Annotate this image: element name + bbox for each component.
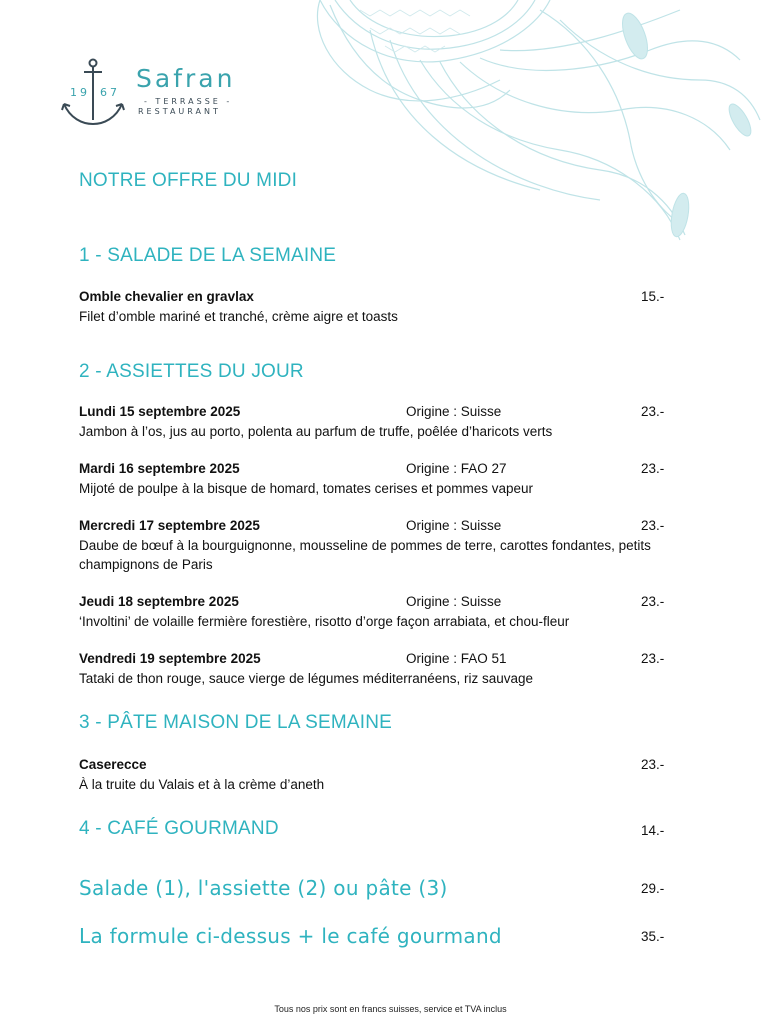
plate-price: 23.- [641, 651, 665, 666]
plate-day: Mardi 16 septembre 2025 [79, 461, 240, 476]
plate-origin: Origine : Suisse [406, 404, 502, 419]
plate-description: Daube de bœuf à la bourguignonne, mousseline de pommes de terre, carottes fondantes, petits champignons de Paris [79, 538, 651, 572]
plate-day: Mercredi 17 septembre 2025 [79, 518, 260, 533]
logo-subtitle-restaurant: RESTAURANT [138, 107, 221, 116]
plate-day: Jeudi 18 septembre 2025 [79, 594, 239, 609]
logo-name: Safran [136, 64, 236, 93]
plate-price: 23.- [641, 594, 665, 609]
plate-day: Lundi 15 septembre 2025 [79, 404, 241, 419]
restaurant-logo [60, 58, 250, 130]
logo-subtitle-terrasse: - TERRASSE - [144, 97, 233, 106]
plate-description: Tataki de thon rouge, sauce vierge de légumes méditerranéens, riz sauvage [79, 671, 534, 686]
logo-year-left: 19 [70, 86, 90, 99]
plate-origin: Origine : Suisse [406, 518, 502, 533]
section-heading-plates: 2 - ASSIETTES DU JOUR [79, 361, 304, 382]
pasta-description: À la truite du Valais et à la crème d’aneth [79, 777, 325, 792]
page-title: NOTRE OFFRE DU MIDI [79, 170, 298, 191]
formula-coffee-price: 35.- [641, 929, 665, 944]
plate-origin: Origine : Suisse [406, 594, 502, 609]
section-heading-salad: 1 - SALADE DE LA SEMAINE [79, 245, 337, 266]
salad-description: Filet d’omble mariné et tranché, crème aigre et toasts [79, 309, 398, 324]
footer-note: Tous nos prix sont en francs suisses, service et TVA inclus [274, 1004, 507, 1014]
pasta-price: 23.- [641, 757, 665, 772]
plate-origin: Origine : FAO 51 [406, 651, 507, 666]
jellyfish-illustration [300, 0, 781, 250]
logo-year-right: 67 [100, 86, 120, 99]
formula-main-price: 29.- [641, 881, 665, 896]
pasta-title: Caserecce [79, 757, 147, 772]
salad-price: 15.- [641, 289, 665, 304]
formula-coffee-label: La formule ci-dessus + le café gourmand [79, 924, 502, 948]
plate-description: Jambon à l’os, jus au porto, polenta au parfum de truffe, poêlée d’haricots verts [79, 424, 553, 439]
plate-description: Mijoté de poulpe à la bisque de homard, tomates cerises et pommes vapeur [79, 481, 533, 496]
salad-title: Omble chevalier en gravlax [79, 289, 254, 304]
plate-price: 23.- [641, 461, 665, 476]
plate-price: 23.- [641, 404, 665, 419]
plate-price: 23.- [641, 518, 665, 533]
coffee-price: 14.- [641, 823, 665, 838]
plate-origin: Origine : FAO 27 [406, 461, 507, 476]
formula-main-label: Salade (1), l'assiette (2) ou pâte (3) [79, 876, 448, 900]
plate-day: Vendredi 19 septembre 2025 [79, 651, 261, 666]
section-heading-pasta: 3 - PÂTE MAISON DE LA SEMAINE [79, 712, 393, 733]
section-heading-coffee: 4 - CAFÉ GOURMAND [79, 818, 279, 839]
plate-description: ‘Involtini’ de volaille fermière forestière, risotto d’orge façon arrabiata, et chou-fleur [79, 614, 570, 629]
